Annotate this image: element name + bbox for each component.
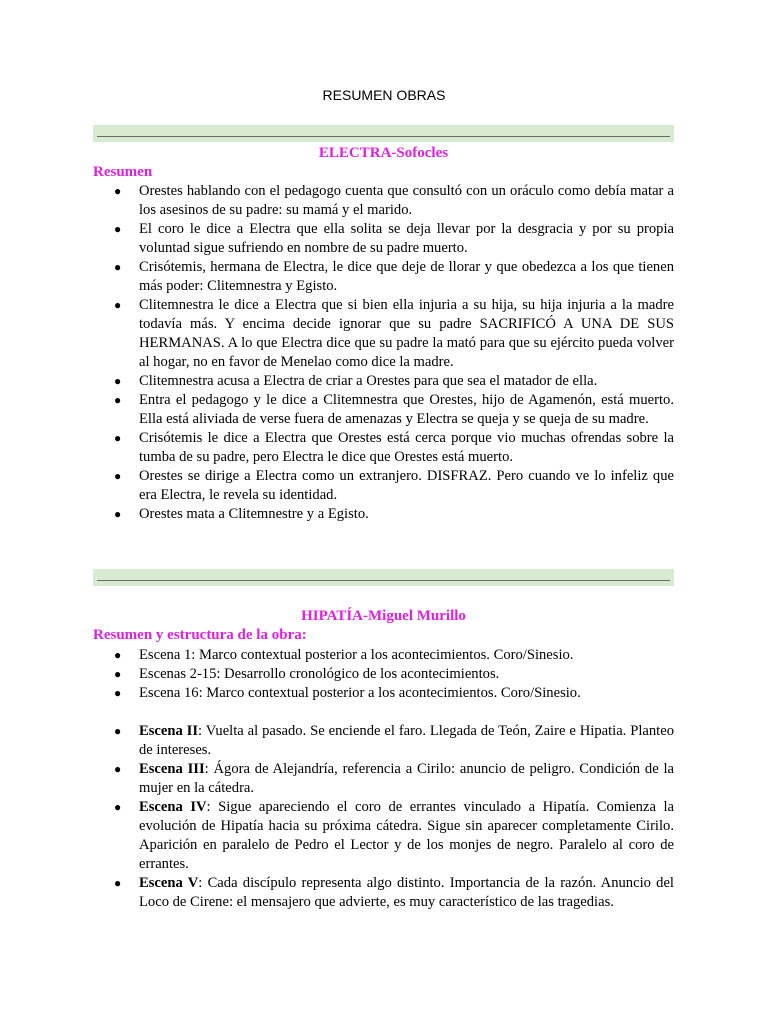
list-item: ● Escena II: Vuelta al pasado. Se enciende el faro. Llegada de Teón, Zaire e Hipatia. Planteo de intereses.: [114, 723, 674, 758]
bullet-icon: ●: [114, 667, 122, 681]
bullet-icon: ●: [114, 374, 122, 388]
list-item: ● Orestes mata a Clitemnestre y a Egisto.: [114, 506, 369, 522]
list-item: ● Escena 1: Marco contextual posterior a los acontecimientos. Coro/Sinesio.: [114, 647, 574, 663]
document-title: RESUMEN OBRAS: [322, 87, 446, 103]
bullet-icon: ●: [114, 762, 122, 776]
list-item: ● Crisótemis le dice a Electra que Orestes está cerca porque vio muchas ofrendas sobre la tumba de su padre, pero Electra le dice que Orestes está muerto.: [114, 430, 674, 465]
list-item: ● Escena 16: Marco contextual posterior a los acontecimientos. Coro/Sinesio.: [114, 685, 581, 701]
electra-summary-list: [93, 182, 674, 524]
list-item: ● El coro le dice a Electra que ella solita se deja llevar por la desgracia y por su propia voluntad sigue sufriendo en nombre de su padre muerto.: [114, 221, 674, 256]
list-item: ● Entra el pedagogo y le dice a Clitemnestra que Orestes, hijo de Agamenón, está muerto. Ella está aliviada de verse fuera de amenazas y Electra se queja y se queja de su madre.: [114, 392, 674, 427]
list-item: ● Orestes hablando con el pedagogo cuenta que consultó con un oráculo como debía matar a los asesinos de su padre: su mamá y el marido.: [114, 183, 674, 218]
list-item: ● Clitemnestra le dice a Electra que si bien ella injuria a su hija, su hija injuria a la madre todavía más. Y encima decide ignorar que su padre SACRIFICÓ A UNA DE SUS HERMANAS. A lo que Electra dice que su padre la mató para que su ejército pueda volver al hogar, no en favor de Menelao como dice la madre.: [114, 297, 674, 370]
hipatia-structure-list: [93, 646, 674, 912]
list-item: ● Escena IV: Sigue apareciendo el coro de errantes vinculado a Hipatía. Comienza la evolución de Hipatía hacia su próxima cátedra. Sigue sin aparecer completamente Cirilo. Aparición en paralelo de Pedro el Lector y de los monjes de negro. Paralelo al coro de errantes.: [114, 799, 674, 872]
section-divider: [93, 569, 674, 586]
bullet-icon: ●: [114, 298, 122, 312]
bullet-icon: ●: [114, 260, 122, 274]
list-item: ● Orestes se dirige a Electra como un extranjero. DISFRAZ. Pero cuando ve lo infeliz que era Electra, le revela su identidad.: [114, 468, 674, 503]
electra-heading: ELECTRA-Sofocles: [318, 145, 449, 161]
bullet-icon: ●: [114, 431, 122, 445]
list-item: ● Clitemnestra acusa a Electra de criar a Orestes para que sea el matador de ella.: [114, 373, 598, 389]
bullet-icon: ●: [114, 686, 122, 700]
bullet-icon: ●: [114, 800, 122, 814]
list-item: ● Escena V: Cada discípulo representa algo distinto. Importancia de la razón. Anuncio del Loco de Cirene: el mensajero que advierte, es muy característico de las tragedias.: [114, 875, 674, 910]
list-item: ● Escenas 2-15: Desarrollo cronológico de los acontecimientos.: [114, 666, 500, 682]
bullet-icon: ●: [114, 876, 122, 890]
bullet-icon: ●: [114, 184, 122, 198]
bullet-icon: ●: [114, 469, 122, 483]
bullet-icon: ●: [114, 507, 122, 521]
list-item: ● Escena III: Ágora de Alejandría, referencia a Cirilo: anuncio de peligro. Condición de la mujer en la cátedra.: [114, 761, 675, 796]
list-item: ● Crisótemis, hermana de Electra, le dice que deje de llorar y que obedezca a los que tienen más poder: Clitemnestra y Egisto.: [114, 259, 674, 294]
bullet-icon: ●: [114, 648, 122, 662]
hipatia-heading: HIPATÍA-Miguel Murillo: [301, 608, 466, 624]
bullet-icon: ●: [114, 393, 122, 407]
bullet-icon: ●: [114, 222, 122, 236]
section-divider: [93, 125, 674, 142]
hipatia-subheading: Resumen y estructura de la obra:: [93, 627, 307, 643]
electra-subheading: Resumen: [93, 164, 153, 180]
bullet-icon: ●: [114, 724, 122, 738]
